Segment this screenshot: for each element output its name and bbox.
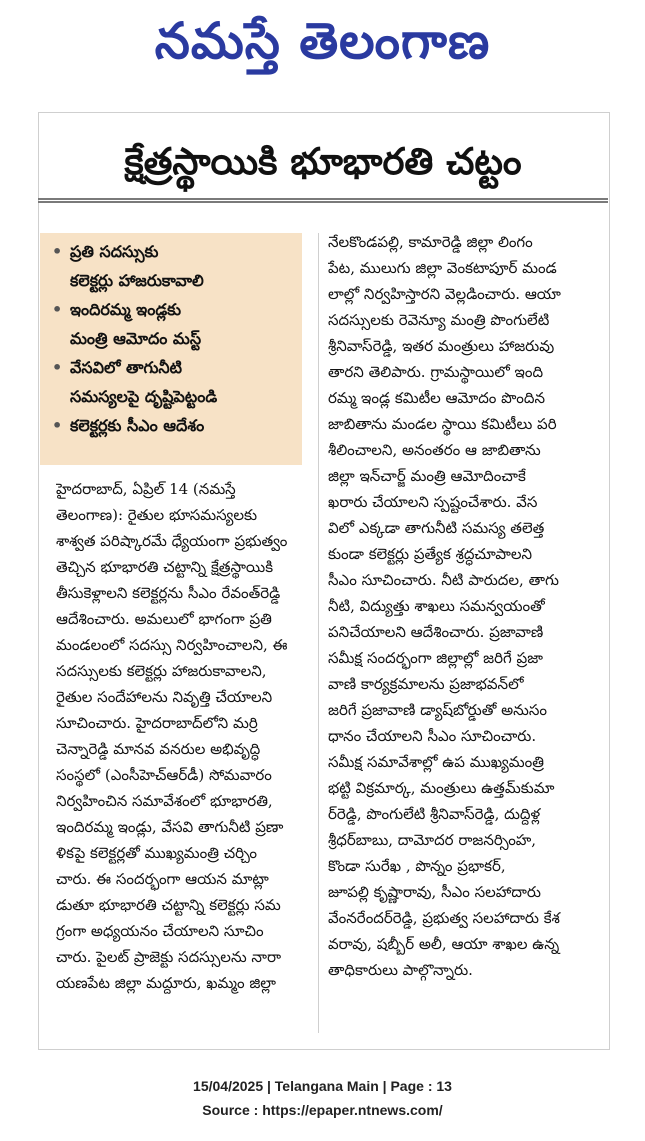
article-line: ర్‌రెడ్డి, పొంగులేటి శ్రీనివాస్‌రెడ్డి, దుద్దిళ్ల bbox=[328, 805, 541, 823]
bullet-icon: • bbox=[52, 300, 63, 319]
footer-date-edition: 15/04/2025 | Telangana Main | Page : 13 bbox=[193, 1078, 452, 1094]
article-line: రమ్మ ఇండ్ల కమిటీల ఆమోదం పొందిన bbox=[328, 389, 545, 407]
footer-source: Source : https://epaper.ntnews.com/ bbox=[202, 1102, 443, 1118]
article-line: హైదరాబాద్, ఏప్రిల్ 14 (నమస్తే bbox=[56, 480, 236, 498]
bullet-icon: • bbox=[52, 416, 63, 435]
bullet-icon: • bbox=[52, 358, 63, 377]
article-line: రైతుల సందేహాలను నివృత్తి చేయాలని bbox=[56, 688, 273, 706]
highlight-item bbox=[52, 295, 296, 353]
article-line: జూపల్లి కృష్ణారావు, సీఎం సలహాదారు bbox=[328, 883, 541, 901]
article-line: తాధికారులు పాల్గొన్నారు. bbox=[328, 961, 473, 979]
article-line: తీసుకెళ్లాలని కలెక్టర్లను సీఎం రేవంత్‌రెడ్డి bbox=[56, 584, 281, 602]
newspaper-masthead: నమస్తే తెలంగాణ bbox=[154, 11, 491, 70]
article-line: సదస్సులకు రెవెన్యూ మంత్రి పొంగులేటి bbox=[328, 311, 550, 329]
article-line: శ్రీధర్‌బాబు, దామోదర రాజనర్సింహ, bbox=[328, 831, 537, 849]
headline: క్షేత్రస్థాయికి భూభారతి చట్టం bbox=[124, 140, 522, 183]
article-line: ఖరారు చేయాలని స్పష్టంచేశారు. వేస bbox=[328, 493, 538, 511]
article-line: ధానం చేయాలని సీఎం సూచించారు. bbox=[328, 727, 537, 745]
highlight-text bbox=[52, 237, 296, 266]
article-line: సంస్థలో (ఎంసీహెచ్‌ఆర్‌డీ) సోమవారం bbox=[56, 766, 272, 784]
highlight-line: ప్రతి సదస్సుకు bbox=[70, 242, 159, 261]
article-line: వేంనరేందర్‌రెడ్డి, ప్రభుత్వ సలహాదారు కేశ bbox=[328, 909, 560, 927]
article-line: గ్రంగా అధ్యయనం చేయాలని సూచిం bbox=[56, 922, 264, 940]
article-line: జరిగే ప్రజావాణి డ్యాష్‌బోర్డుతో అనుసం bbox=[328, 701, 548, 719]
article-line: ఇందిరమ్మ ఇండ్లు, వేసవి తాగునీటి ప్రణా bbox=[56, 818, 284, 836]
article-line: శీలించాలని, అనంతరం ఆ జాబితాను bbox=[328, 441, 541, 459]
article-line: శాశ్వత పరిష్కారమే ధ్యేయంగా ప్రభుత్వం bbox=[56, 532, 288, 550]
article-line: నిర్వహించిన సమావేశంలో భూభారతి, bbox=[56, 792, 273, 810]
highlight-line: వేసవిలో తాగునీటి bbox=[70, 358, 182, 377]
article-left-column bbox=[56, 476, 311, 996]
article-line: విలో ఎక్కడా తాగునీటి సమస్య తలెత్త bbox=[328, 519, 545, 537]
article-line: వాణి కార్యక్రమాలను ప్రజాభవన్‌లో bbox=[328, 675, 524, 693]
highlight-text bbox=[52, 324, 296, 353]
article-line: సూచించారు. హైదరాబాద్‌లోని మర్రి bbox=[56, 714, 258, 732]
highlight-text bbox=[52, 411, 296, 440]
article-line: సీఎం సూచించారు. నీటి పారుదల, తాగు bbox=[328, 571, 559, 589]
highlight-text bbox=[52, 266, 296, 295]
article-line: జిల్లా ఇన్‌చార్జ్ మంత్రి ఆమోదించాకే bbox=[328, 467, 526, 485]
article-line: చెన్నారెడ్డి మానవ వనరుల అభివృద్ధి bbox=[56, 740, 261, 758]
article-line: కొండా సురేఖ , పొన్నం ప్రభాకర్, bbox=[328, 857, 506, 875]
article-line: కుండా కలెక్టర్లు ప్రత్యేక శ్రద్ధచూపాలని bbox=[328, 545, 532, 563]
article-line: జాబితాను మండల స్థాయి కమిటీలు పరి bbox=[328, 415, 557, 433]
highlights-box bbox=[40, 233, 302, 465]
highlight-line: కలెక్టర్లు హాజరుకావాలి bbox=[70, 271, 204, 290]
highlight-text bbox=[52, 295, 296, 324]
article-line: నేలకొండపల్లి, కామారెడ్డి జిల్లా లింగం bbox=[328, 233, 533, 251]
article-line: శ్రీనివాస్‌రెడ్డి, ఇతర మంత్రులు హాజరువు bbox=[328, 337, 555, 355]
headline-rule-bottom bbox=[38, 201, 608, 203]
highlight-line: ఇందిరమ్మ ఇండ్లకు bbox=[70, 300, 182, 319]
highlight-line: కలెక్టర్లకు సీఎం ఆదేశం bbox=[70, 416, 205, 435]
article-line: తెలంగాణ): రైతుల భూసమస్యలకు bbox=[56, 506, 258, 524]
column-divider bbox=[318, 233, 319, 1033]
highlight-line: సమస్యలపై దృష్టిపెట్టండి bbox=[70, 387, 218, 406]
article-line: ఆదేశించారు. అమలులో భాగంగా ప్రతి bbox=[56, 610, 272, 628]
article-line: లాల్లో నిర్వహిస్తారని వెల్లడించారు. ఆయా bbox=[328, 285, 561, 303]
article-line: వరావు, షబ్బీర్ అలీ, ఆయా శాఖల ఉన్న bbox=[328, 935, 560, 953]
article-line: తెచ్చిన భూభారతి చట్టాన్ని క్షేత్రస్థాయికి bbox=[56, 558, 274, 576]
article-line: తారని తెలిపారు. గ్రామస్థాయిలో ఇంది bbox=[328, 363, 544, 381]
article-line: సదస్సులకు కలెక్టర్లు హాజరుకావాలని, bbox=[56, 662, 267, 680]
highlight-line: మంత్రి ఆమోదం మస్ట్ bbox=[70, 329, 202, 348]
article-line: చారు. ఈ సందర్భంగా ఆయన మాట్లా bbox=[56, 870, 269, 888]
bullet-icon: • bbox=[52, 242, 63, 261]
article-line: సమీక్ష సందర్భంగా జిల్లాల్లో జరిగే ప్రజా bbox=[328, 649, 543, 667]
article-line: డుతూ భూభారతి చట్టాన్ని కలెక్టర్లు సమ bbox=[56, 896, 281, 914]
highlight-item bbox=[52, 411, 296, 440]
article-line: నీటి, విద్యుత్తు శాఖలు సమన్వయంతో bbox=[328, 597, 545, 615]
article-line: సమీక్ష సమావేశాల్లో ఉప ముఖ్యమంత్రి bbox=[328, 753, 545, 771]
highlight-item bbox=[52, 353, 296, 411]
article-line: పనిచేయాలని ఆదేశించారు. ప్రజావాణి bbox=[328, 623, 544, 641]
article-line: పేట, ములుగు జిల్లా వెంకటాపూర్ మండ bbox=[328, 259, 557, 277]
article-line: చారు. పైలట్ ప్రాజెక్టు సదస్సులను నారా bbox=[56, 948, 282, 966]
article-line: మండలంలో సదస్సు నిర్వహించాలని, ఈ bbox=[56, 636, 288, 654]
article-right-column bbox=[328, 229, 590, 983]
article-line: ళికపై కలెక్టర్లతో ముఖ్యమంత్రి చర్చిం bbox=[56, 844, 257, 862]
highlight-text bbox=[52, 353, 296, 382]
article-line: యణపేట జిల్లా మద్దూరు, ఖమ్మం జిల్లా bbox=[56, 974, 276, 992]
highlight-text bbox=[52, 382, 296, 411]
article-line: భట్టి విక్రమార్క, మంత్రులు ఉత్తమ్‌కుమా bbox=[328, 779, 555, 797]
highlight-item bbox=[52, 237, 296, 295]
headline-rule-top bbox=[38, 198, 608, 200]
